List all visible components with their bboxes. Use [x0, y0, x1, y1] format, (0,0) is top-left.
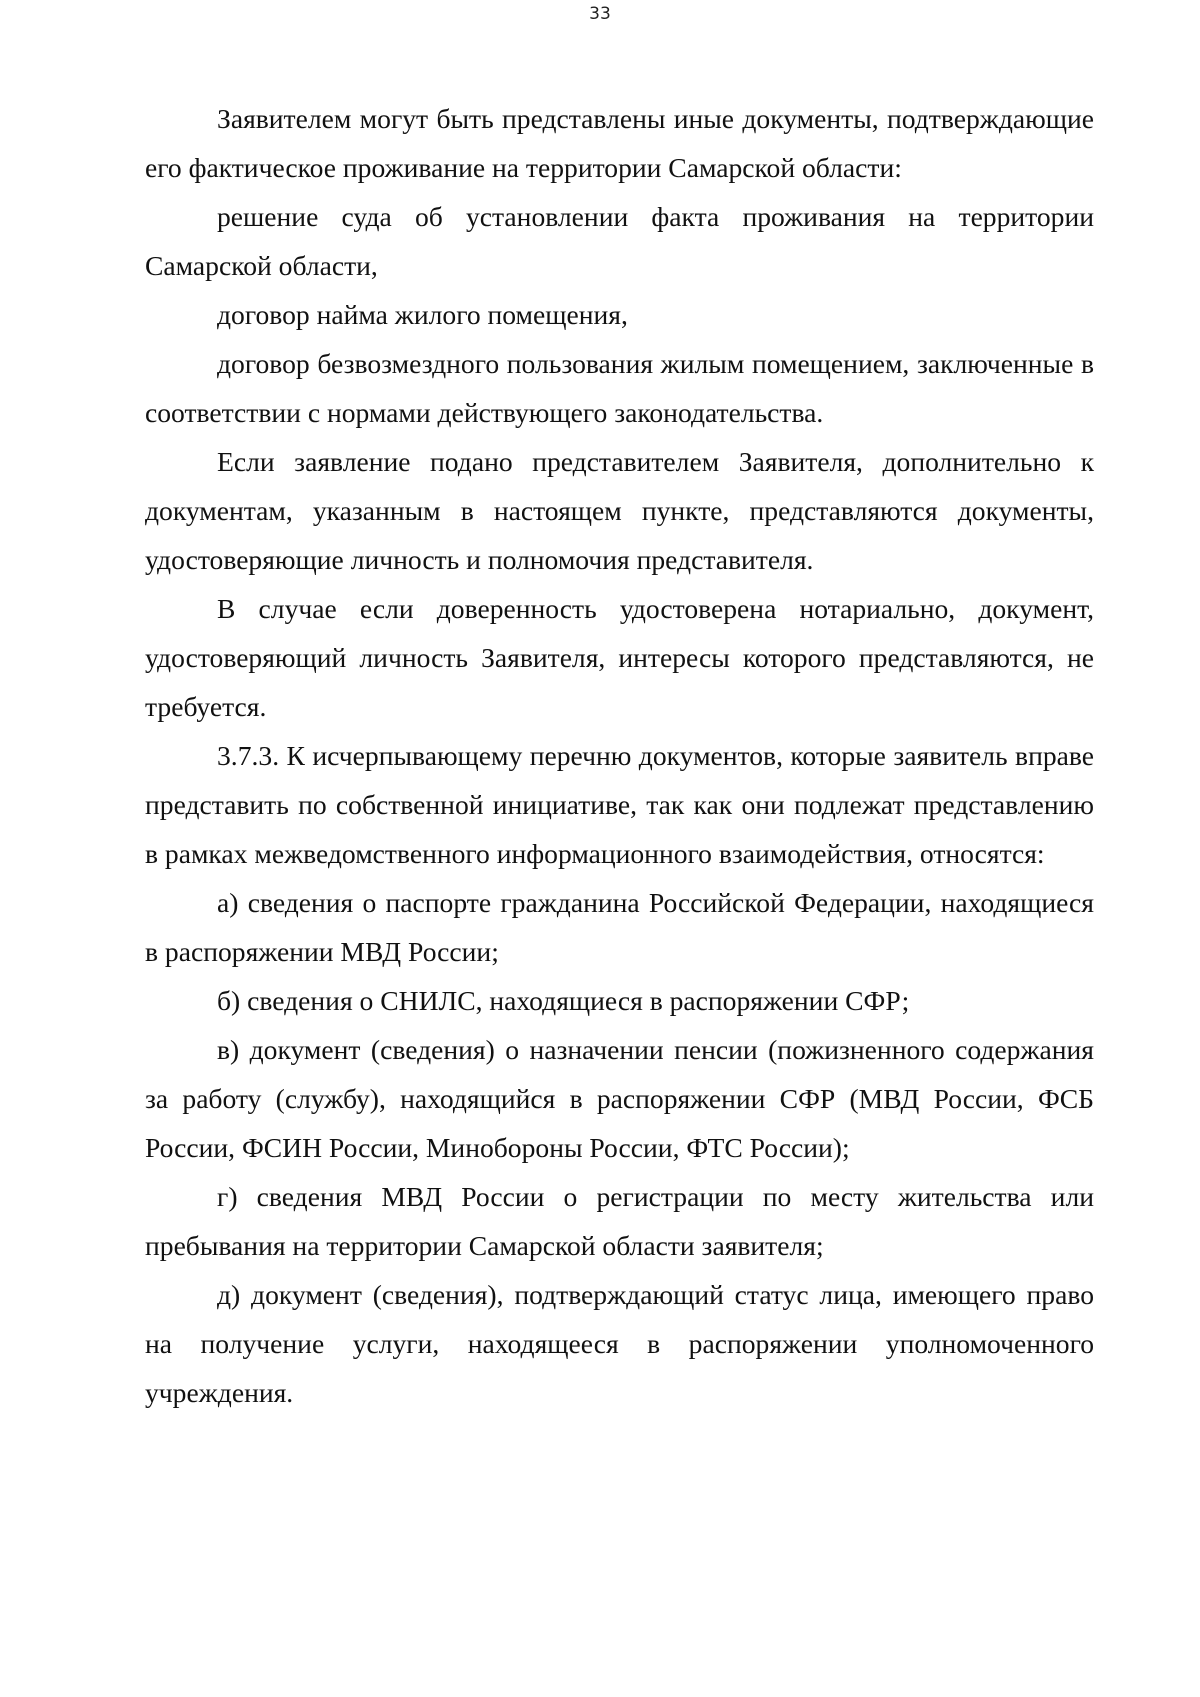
paragraph-representative: Если заявление подано представителем Заявителя, дополнительно к документам, указанным в настоящем пункте, представляются документы, удостоверяющие личность и полномочия представителя. — [145, 446, 1094, 575]
paragraph-other-documents: Заявителем могут быть представлены иные документы, подтверждающие его фактическое проживание на территории Самарской области: — [145, 103, 1094, 183]
paragraph-section-3-7-3: 3.7.3. К исчерпывающему перечню документов, которые заявитель вправе представить по собственной инициативе, так как они подлежат представлению в рамках межведомственного информационного взаимодействия, относятся: — [145, 740, 1094, 869]
paragraph-court-decision: решение суда об установлении факта проживания на территории Самарской области, — [145, 201, 1094, 281]
paragraph-lease-agreement: договор найма жилого помещения, — [217, 299, 628, 330]
paragraph-free-use-agreement: договор безвозмездного пользования жилым помещением, заключенные в соответствии с нормами действующего законодательства. — [145, 348, 1094, 428]
document-body — [145, 94, 1094, 1417]
list-item-g: г) сведения МВД России о регистрации по месту жительства или пребывания на территории Самарской области заявителя; — [145, 1181, 1094, 1261]
list-item-b: б) сведения о СНИЛС, находящиеся в распоряжении СФР; — [217, 985, 910, 1016]
paragraph-notarized-power: В случае если доверенность удостоверена нотариально, документ, удостоверяющий личность Заявителя, интересы которого представляются, не требуется. — [145, 593, 1094, 722]
page-number: 33 — [589, 4, 611, 24]
list-item-a: а) сведения о паспорте гражданина Российской Федерации, находящиеся в распоряжении МВД России; — [145, 887, 1094, 967]
list-item-d: д) документ (сведения), подтверждающий статус лица, имеющего право на получение услуги, находящееся в распоряжении уполномоченного учреждения. — [145, 1279, 1094, 1408]
list-item-v: в) документ (сведения) о назначении пенсии (пожизненного содержания за работу (службу), находящийся в распоряжении СФР (МВД России, ФСБ России, ФСИН России, Минобороны России, ФТС России); — [145, 1034, 1094, 1163]
